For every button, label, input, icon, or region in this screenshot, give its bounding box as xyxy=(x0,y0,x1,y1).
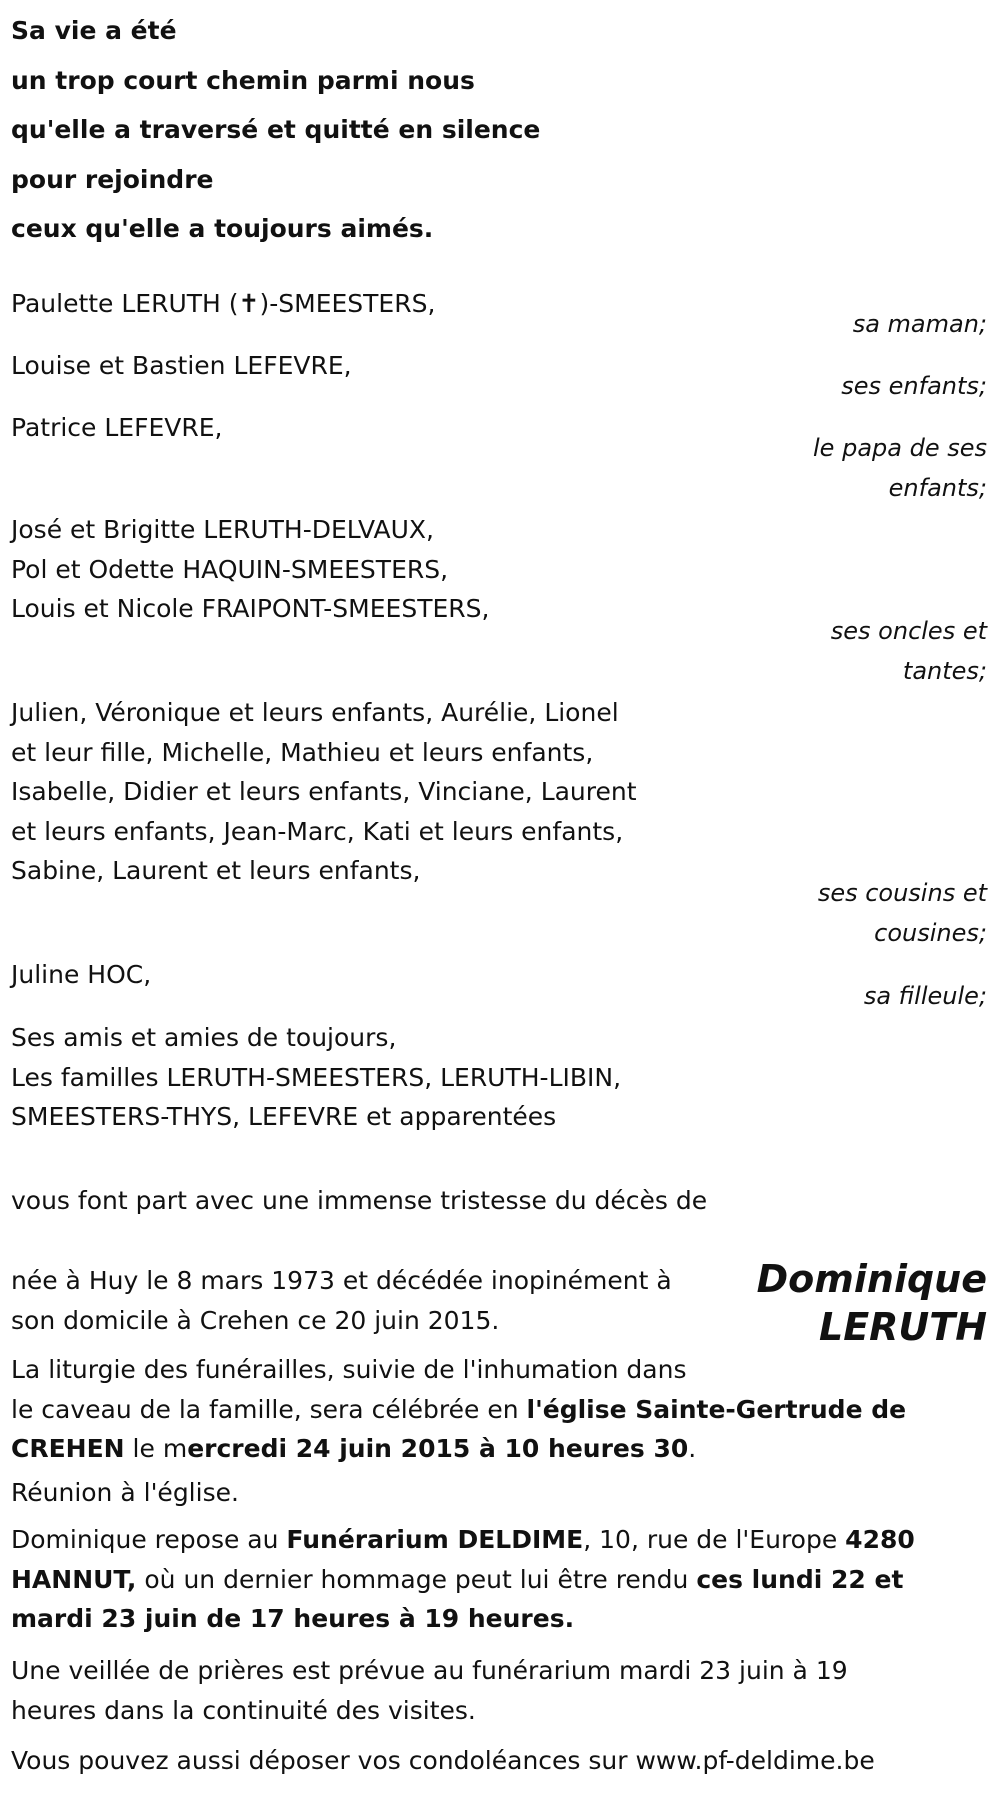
repose-mid: où un dernier hommage peut lui être rendu xyxy=(136,1564,697,1594)
repose-times: ces lundi 22 et mardi 23 juin de 17 heures à 19 heures. xyxy=(11,1564,904,1633)
poem-line: pour rejoindre xyxy=(11,164,214,194)
role-line: tantes; xyxy=(902,656,987,685)
funeral-intro: le caveau de la famille, sera célébrée en xyxy=(11,1394,527,1424)
repose-address: , 10, rue de l'Europe xyxy=(583,1525,846,1554)
children-names xyxy=(11,346,352,386)
birth-death-line: née à Huy le 8 mars 1973 et décédée inopinément à xyxy=(11,1266,672,1295)
family-name-line: Isabelle, Didier et leurs enfants, Vinciane, Laurent xyxy=(11,777,637,806)
role-line: ses cousins et xyxy=(817,879,987,907)
funeral-end: . xyxy=(688,1434,697,1463)
family-name-line: Juline HOC, xyxy=(11,960,152,989)
family-name-line: Louise et Bastien LEFEVRE, xyxy=(11,351,352,380)
family-name-line: Ses amis et amies de toujours, xyxy=(11,1023,397,1052)
children-father-role xyxy=(813,429,987,508)
mother-role xyxy=(853,305,987,345)
birth-death-line: son domicile à Crehen ce 20 juin 2015. xyxy=(11,1305,500,1335)
announcement xyxy=(11,1181,707,1221)
role-line: ses enfants; xyxy=(841,372,987,400)
children-role xyxy=(841,367,987,407)
repose-place: Funérarium DELDIME xyxy=(286,1525,584,1554)
birth-death xyxy=(11,1261,672,1340)
repose-city: 4280 HANNUT, xyxy=(11,1525,915,1594)
deceased-last-name: LERUTH xyxy=(818,1305,987,1349)
repose-paragraph xyxy=(11,1520,966,1639)
vigil-line: Une veillée de prières est prévue au funérarium mardi 23 juin à 19 xyxy=(11,1656,848,1685)
mother-names xyxy=(11,284,435,324)
funeral-mid: le m xyxy=(124,1434,188,1463)
role-line: enfants; xyxy=(888,473,987,502)
children-father-names xyxy=(11,408,223,448)
family-name-line: et leur fille, Michelle, Mathieu et leurs enfants, xyxy=(11,737,594,767)
deceased-name xyxy=(757,1255,987,1351)
cousins-role xyxy=(818,874,987,953)
funeral-date: ercredi 24 juin 2015 à 10 heures 30 xyxy=(187,1434,689,1463)
funeral-line: La liturgie des funérailles, suivie de l'inhumation dans xyxy=(11,1355,687,1384)
goddaughter-role xyxy=(864,977,987,1017)
role-line: sa maman; xyxy=(852,310,987,338)
role-line: ses oncles et xyxy=(830,617,987,645)
repose-intro: Dominique repose au xyxy=(11,1525,287,1554)
poem-line: ceux qu'elle a toujours aimés. xyxy=(11,214,434,243)
family-name-line: Pol et Odette HAQUIN-SMEESTERS, xyxy=(11,554,449,584)
uncles-aunts-names xyxy=(11,510,489,629)
funeral-paragraph xyxy=(11,1350,961,1469)
condolences-text: Vous pouvez aussi déposer vos condoléances sur www.pf-deldime.be xyxy=(11,1746,875,1775)
family-name-line: et leurs enfants, Jean-Marc, Kati et leurs enfants, xyxy=(11,816,624,846)
poem-line: un trop court chemin parmi nous xyxy=(11,65,475,95)
family-name-line: Paulette LERUTH (✝)-SMEESTERS, xyxy=(11,289,436,318)
poem-line: qu'elle a traversé et quitté en silence xyxy=(11,115,541,144)
reunion-text: Réunion à l'église. xyxy=(11,1478,239,1507)
funeral-church: l'église Sainte-Gertrude de CREHEN xyxy=(11,1394,907,1463)
family-name-line: Patrice LEFEVRE, xyxy=(11,413,223,442)
family-name-line: Sabine, Laurent et leurs enfants, xyxy=(11,856,421,885)
funeral-details xyxy=(11,1390,961,1469)
friends-names xyxy=(11,1018,621,1137)
family-name-line: SMEESTERS-THYS, LEFEVRE et apparentées xyxy=(11,1102,557,1131)
vigil-line: heures dans la continuité des visites. xyxy=(11,1695,476,1725)
reunion xyxy=(11,1473,239,1513)
poem xyxy=(11,6,540,254)
family-name-line: Julien, Véronique et leurs enfants, Aurélie, Lionel xyxy=(11,698,619,727)
role-line: le papa de ses xyxy=(813,434,987,462)
family-name-line: Les familles LERUTH-SMEESTERS, LERUTH-LIBIN, xyxy=(11,1062,622,1092)
role-line: sa filleule; xyxy=(863,982,987,1010)
vigil xyxy=(11,1651,848,1730)
deceased-first-name: Dominique xyxy=(756,1257,987,1301)
cousins-names xyxy=(11,693,637,891)
poem-line: Sa vie a été xyxy=(11,16,177,45)
goddaughter-names xyxy=(11,955,151,995)
family-name-line: Louis et Nicole FRAIPONT-SMEESTERS, xyxy=(11,594,490,623)
role-line: cousines; xyxy=(874,918,987,947)
announcement-text: vous font part avec une immense tristesse du décès de xyxy=(11,1186,708,1215)
uncles-aunts-role xyxy=(831,612,987,691)
family-name-line: José et Brigitte LERUTH-DELVAUX, xyxy=(11,515,434,544)
condolences xyxy=(11,1741,875,1781)
